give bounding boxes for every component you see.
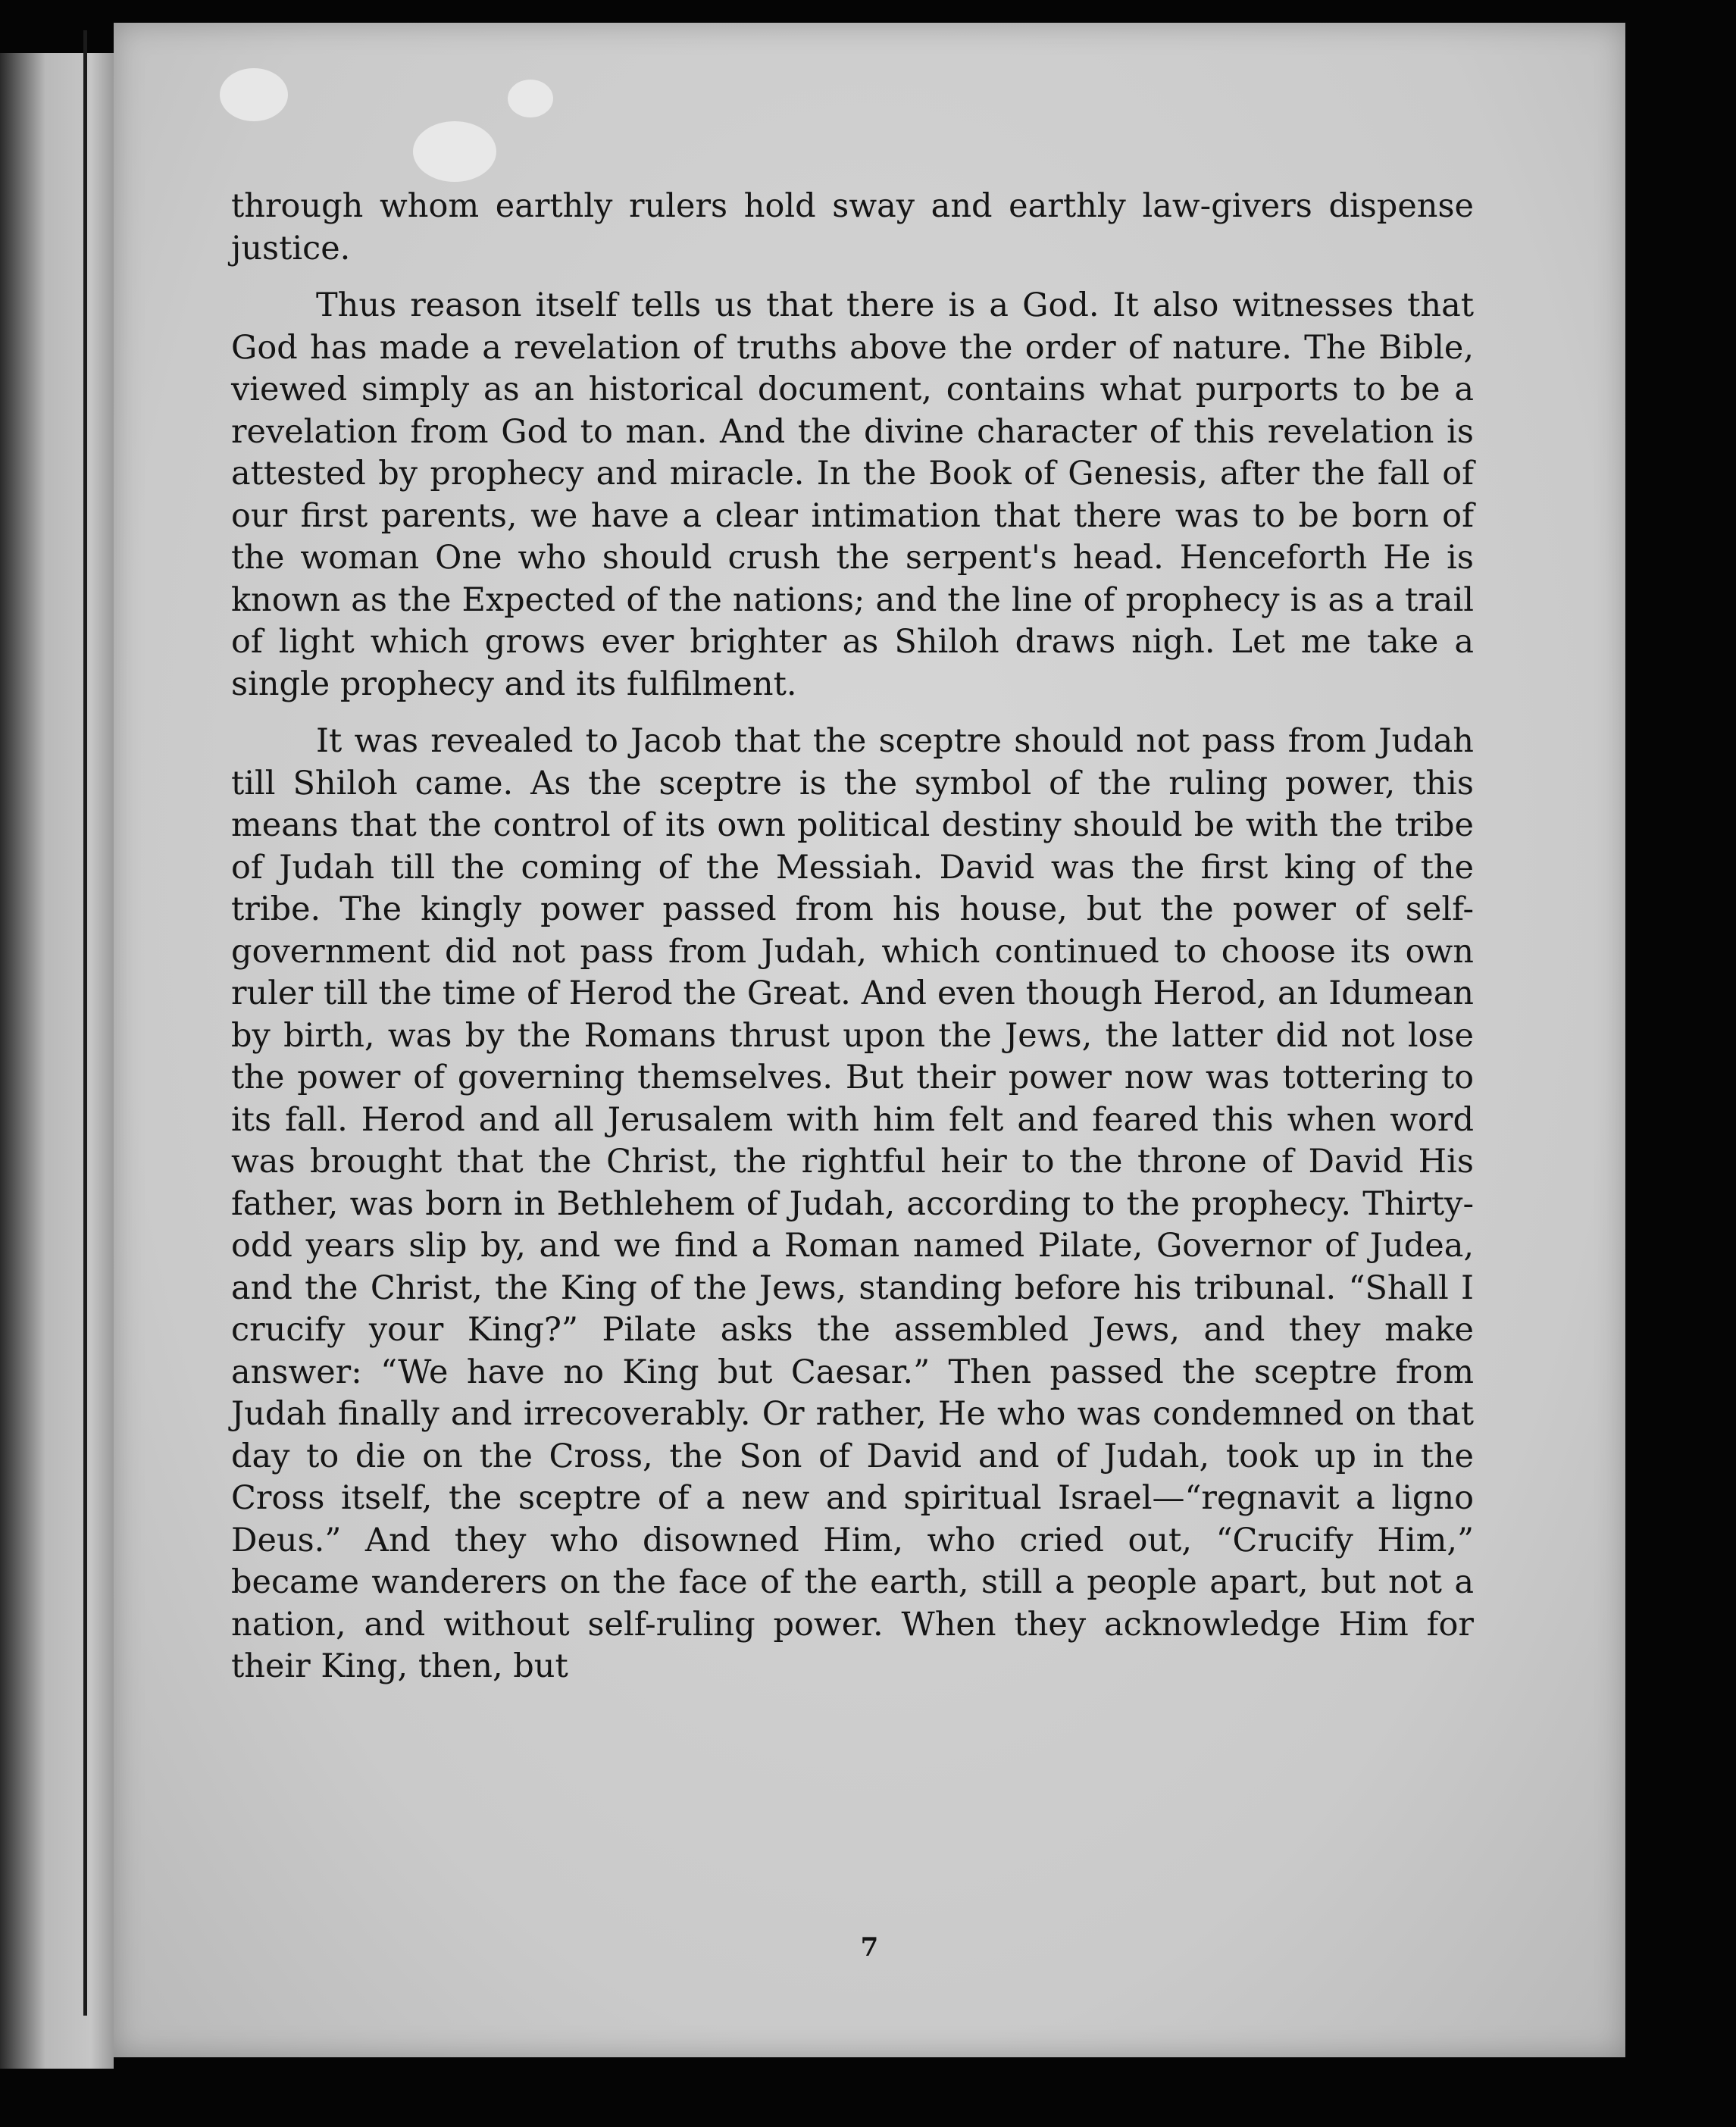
body-text — [231, 186, 1474, 1703]
paragraph-reason: Thus reason itself tells us that there is a God. It also witnesses that God has made a revelation of truths above the order of nature. The Bible, viewed simply as an historical document, contains what purports to be a revelation from God to man. And the divine character of this revelation is attested by prophecy and miracle. In the Book of Genesis, after the fall of our first parents, we have a clear intimation that there was to be born of the woman One who should crush the serpent's head. Henceforth He is known as the Expected of the nations; and the line of prophecy is as a trail of light which grows ever brighter as Shiloh draws nigh. Let me take a single prophecy and its fulfilment. — [231, 286, 1474, 703]
paper-stain — [413, 121, 496, 182]
page-number: 7 — [860, 1932, 879, 1963]
paper-stain — [508, 80, 553, 117]
document-page — [114, 23, 1625, 2057]
paragraph-continuation: through whom earthly rulers hold sway and earthly law-givers dispense justice. — [231, 187, 1474, 267]
previous-page-edge — [0, 53, 114, 2069]
book-spine-line — [83, 30, 87, 2016]
paragraph-prophecy: It was revealed to Jacob that the sceptre should not pass from Judah till Shiloh came. As the sceptre is the symbol of the ruling power, this means that the control of its own political destiny should be with the tribe of Judah till the coming of the Messiah. David was the first king of the tribe. The kingly power passed from his house, but the power of self-government did not pass from Judah, which continued to choose its own ruler till the time of Herod the Great. And even though Herod, an Idumean by birth, was by the Romans thrust upon the Jews, the latter did not lose the power of governing themselves. But their power now was tottering to its fall. Herod and all Jerusalem with him felt and feared this when word was brought that the Christ, the rightful heir to the throne of David His father, was born in Bethlehem of Judah, according to the prophecy. Thirty-odd years slip by, and we find a Roman named Pilate, Governor of Judea, and the Christ, the King of the Jews, standing before his tribunal. “Shall I crucify your King?” Pilate asks the assembled Jews, and they make answer: “We have no King but Caesar.” Then passed the sceptre from Judah finally and irrecoverably. Or rather, He who was condemned on that day to die on the Cross, the Son of David and of Judah, took up in the Cross itself, the sceptre of a new and spiritual Israel—“regnavit a ligno Deus.” And they who disowned Him, who cried out, “Crucify Him,” became wanderers on the face of the earth, still a people apart, but not a nation, and without self-ruling power. When they acknowledge Him for their King, then, but — [231, 722, 1474, 1685]
paper-stain — [220, 68, 288, 121]
